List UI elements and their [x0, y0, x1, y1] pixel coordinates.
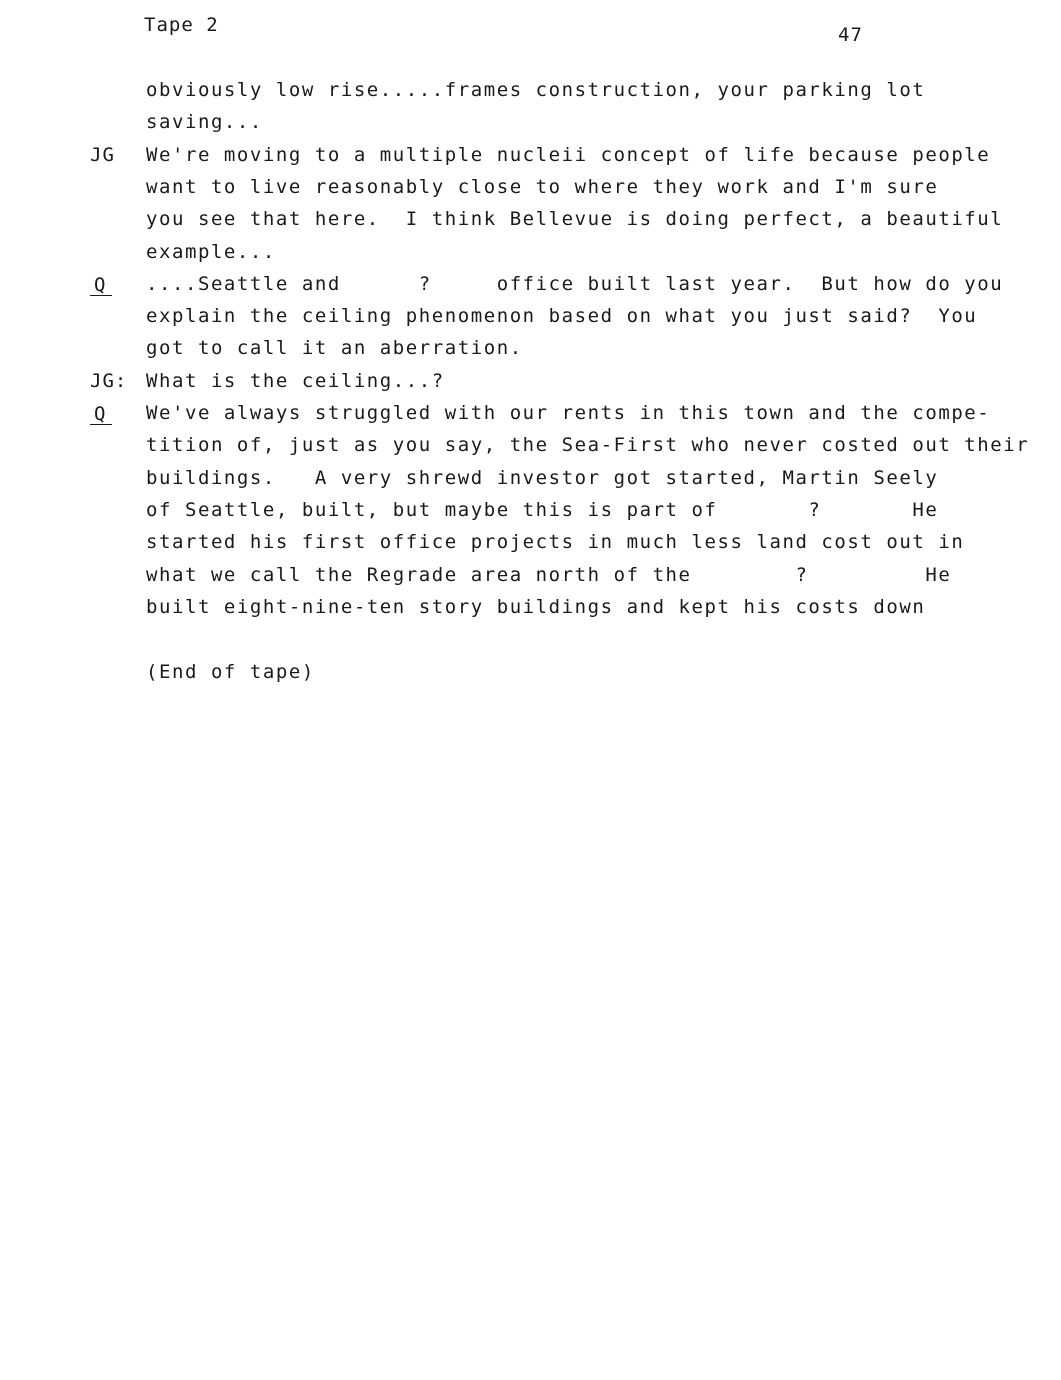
tape-label: Tape 2: [144, 14, 219, 36]
end-of-tape-note: (End of tape): [146, 661, 315, 683]
transcript-line: buildings. A very shrewd investor got started, Martin Seely: [146, 467, 939, 489]
page-number: 47: [838, 24, 863, 46]
transcript-line: example...: [146, 241, 276, 263]
transcript-line: explain the ceiling phenomenon based on what you just said? You: [146, 305, 978, 327]
transcript-line: want to live reasonably close to where they work and I'm sure: [146, 176, 939, 198]
transcript-line: you see that here. I think Bellevue is doing perfect, a beautiful: [146, 208, 1004, 230]
speaker-label-jg: JG: [90, 144, 115, 166]
transcript-line: tition of, just as you say, the Sea-First who never costed out their: [146, 434, 1030, 456]
transcript-line: built eight-nine-ten story buildings and kept his costs down: [146, 596, 926, 618]
transcript-line: We're moving to a multiple nucleii concept of life because people: [146, 144, 991, 166]
transcript-line: started his first office projects in much less land cost out in: [146, 531, 965, 553]
speaker-label-q: Q: [90, 404, 112, 425]
transcript-line: We've always struggled with our rents in this town and the compe-: [146, 402, 991, 424]
speaker-label-jg: JG:: [90, 370, 128, 392]
transcript-line: obviously low rise.....frames construction, your parking lot: [146, 79, 926, 101]
transcript-line: of Seattle, built, but maybe this is part of ? He: [146, 499, 939, 521]
speaker-label-q: Q: [90, 275, 112, 296]
transcript-line: ....Seattle and ? office built last year. But how do you: [146, 273, 1004, 295]
transcript-line: what we call the Regrade area north of the ? He: [146, 564, 952, 586]
transcript-line: got to call it an aberration.: [146, 337, 523, 359]
transcript-line: saving...: [146, 111, 263, 133]
transcript-line: What is the ceiling...?: [146, 370, 445, 392]
